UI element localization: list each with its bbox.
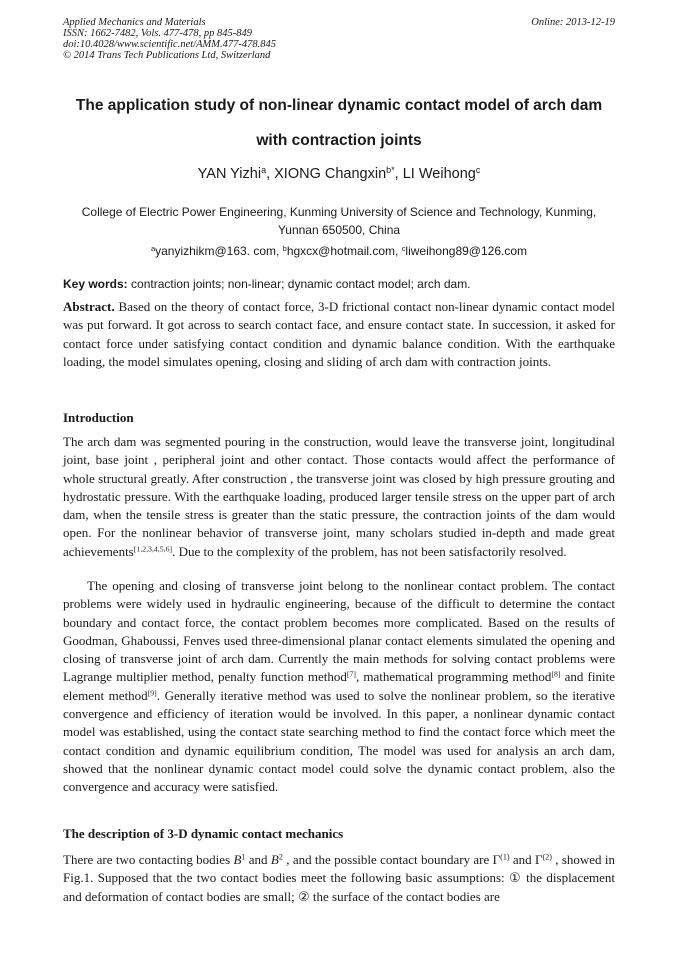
paragraph-text: The opening and closing of transverse joint belong to the nonlinear contact problem. The contact problems were widely used in hydraulic engineering, because of the difficult to determine the contact boundary and contact force, the contact problem becomes more complicated. Based on the results of Goodman, Ghaboussi, Fenves used three-dimensional planar contact elements simulated the opening and closing of transverse joint of arch dam. Currently the main methods for solving contact problems were Lagrange multiplier method, penalty function method [63,578,615,685]
math-symbol: Γ [534,852,543,867]
paragraph-text: , mathematical programming method [355,669,552,685]
description-paragraph [63,851,615,906]
math-superscript: 2 [278,852,283,862]
affiliation-line-1: College of Electric Power Engineering, Kunming University of Science and Technology, Kunming, [81,205,597,219]
paragraph-text: . Due to the complexity of the problem, has not been satisfactorily resolved. [172,543,567,559]
paragraph-text: and finite element method [63,669,615,703]
citation[interactable]: [9] [147,688,157,698]
author-name: YAN Yizhi [197,166,262,182]
online-date: Online: 2013-12-19 [531,17,615,28]
keywords-text: contraction joints; non-linear; dynamic contact model; arch dam. [127,277,471,291]
email-mark: b [282,243,287,253]
author-separator: , [266,166,275,182]
math-symbol: B [270,852,279,867]
math-superscript: (1) [500,852,510,862]
citation[interactable]: [8] [551,669,561,679]
citation[interactable]: [1,2,3,4,5,6] [133,544,173,554]
intro-paragraph-2 [63,577,615,797]
abstract-text: Based on the theory of contact force, 3-D frictional contact non-linear dynamic contact model was put forward. It got across to search contact face, and ensure contact state. In succession, it asked for contact force under satisfying contact condition and dynamic balance condition. With the earthquake loading, the model simulates opening, closing and sliding of arch dam with contraction joints. [63,299,615,369]
journal-header [63,17,276,61]
keywords [63,277,471,291]
email-mark: c [401,243,406,253]
title-line-2: with contraction joints [256,132,422,149]
affiliation [40,203,638,239]
math-symbol: Γ [492,852,501,867]
copyright-line: © 2014 Trans Tech Publications Ltd, Switzerland [63,50,271,61]
paragraph-text: The arch dam was segmented pouring in the construction, would leave the transverse joint, longitudinal joint, base joint , peripheral joint and other contact. Those contacts would affect the performance of whole structural greatly. After construction , the transverse joint was closed by high pressure grouting and hydrostatic pressure. With the earthquake loading, produced larger tensile stress on the upper part of arch dam, when the tensile stress is greater than the static pressure, the contraction joints of the dam would open. For the nonlinear behavior of transverse joint, many scholars studied in-depth and made great achievements [63,434,615,559]
section-heading-introduction: Introduction [63,410,134,425]
paragraph-text: . Generally iterative method was used to solve the nonlinear problem, so the iterative convergence and efficiency of iteration would be involved. In this paper, a nonlinear dynamic contact model was established, using the contact state searching method to find the contact force which meet the contact condition and dynamic equilibrium condition, The model was used for analysis an arch dam, showed that the nonlinear dynamic contact model could solve the dynamic contact problem, also the convergence and accuracy were satisfied. [63,687,616,795]
section-heading-description: The description of 3-D dynamic contact mechanics [63,826,344,841]
citation[interactable]: [7] [346,669,356,679]
math-superscript: (2) [542,852,552,862]
email-address[interactable]: hgxcx@hotmail.com, [286,244,402,258]
paper-title [40,88,638,158]
abstract [63,298,615,371]
paragraph-text: , and the possible contact boundary are [282,852,493,867]
intro-paragraph-1 [63,433,615,561]
paragraph-text: and [245,852,271,867]
doi-line[interactable]: doi:10.4028/www.scientific.net/AMM.477-478.845 [63,39,276,50]
affiliation-line-2: Yunnan 650500, China [277,223,401,237]
author-name: LI Weihong [402,166,476,182]
math-superscript: 1 [241,852,246,862]
email-address[interactable]: liweihong89@126.com [405,244,528,258]
author-separator: , [394,166,403,182]
author-affil-mark: c [475,165,481,176]
author-emails [40,244,638,258]
author-affil-mark: b* [386,165,395,176]
paragraph-text: There are two contacting bodies [63,852,234,867]
author-name: XIONG Changxin [274,166,387,182]
paragraph-text: and [509,852,535,867]
keywords-label: Key words: [63,277,128,291]
email-address[interactable]: yanyizhikm@163. com, [155,244,283,258]
author-list [40,166,638,182]
author-affil-mark: a [261,165,267,176]
math-symbol: B [233,852,242,867]
email-mark: a [150,243,156,253]
issn-line: ISSN: 1662-7482, Vols. 477-478, pp 845-849 [63,28,252,39]
title-line-1: The application study of non-linear dynamic contact model of arch dam [75,97,603,114]
abstract-label: Abstract. [63,299,115,314]
journal-name: Applied Mechanics and Materials [63,17,206,28]
paragraph-text: , showed in Fig.1. Supposed that the two contact bodies meet the following basic assumptions: ① the displacement and deformation of contact bodies are small; ② the surface of the contact bodies are [63,852,615,904]
